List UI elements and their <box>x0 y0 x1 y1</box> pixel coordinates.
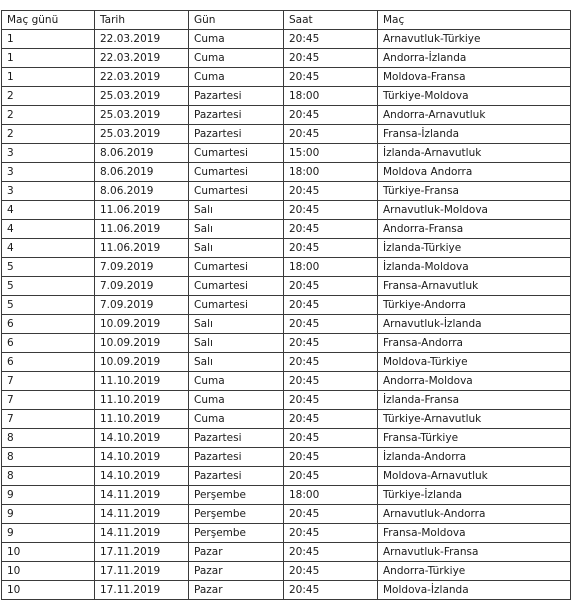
cell-time: 20:45 <box>284 277 378 296</box>
table-row <box>2 296 571 315</box>
cell-match: İzlanda-Arnavutluk <box>378 144 571 163</box>
cell-match: Fransa-İzlanda <box>378 125 571 144</box>
cell-date: 25.03.2019 <box>95 125 189 144</box>
cell-matchday: 6 <box>2 334 95 353</box>
cell-day: Pazartesi <box>189 467 284 486</box>
cell-matchday: 4 <box>2 201 95 220</box>
cell-day: Cumartesi <box>189 296 284 315</box>
cell-time: 20:45 <box>284 182 378 201</box>
header-day: Gün <box>189 11 284 30</box>
cell-date: 11.10.2019 <box>95 391 189 410</box>
table-row <box>2 448 571 467</box>
cell-time: 20:45 <box>284 543 378 562</box>
cell-match: Arnavutluk-Moldova <box>378 201 571 220</box>
cell-match: Arnavutluk-Andorra <box>378 505 571 524</box>
cell-matchday: 5 <box>2 277 95 296</box>
cell-date: 11.06.2019 <box>95 201 189 220</box>
cell-matchday: 1 <box>2 30 95 49</box>
cell-date: 11.06.2019 <box>95 220 189 239</box>
cell-day: Pazar <box>189 543 284 562</box>
cell-day: Cuma <box>189 30 284 49</box>
cell-match: Türkiye-Andorra <box>378 296 571 315</box>
cell-match: İzlanda-Moldova <box>378 258 571 277</box>
cell-match: Moldova-Fransa <box>378 68 571 87</box>
cell-time: 20:45 <box>284 220 378 239</box>
cell-time: 20:45 <box>284 581 378 600</box>
cell-match: Andorra-Türkiye <box>378 562 571 581</box>
header-date: Tarih <box>95 11 189 30</box>
cell-match: Andorra-Fransa <box>378 220 571 239</box>
cell-day: Cuma <box>189 391 284 410</box>
cell-match: Türkiye-Moldova <box>378 87 571 106</box>
cell-date: 14.11.2019 <box>95 505 189 524</box>
table-row <box>2 486 571 505</box>
cell-matchday: 2 <box>2 125 95 144</box>
cell-match: Moldova-Türkiye <box>378 353 571 372</box>
cell-day: Pazar <box>189 562 284 581</box>
cell-date: 8.06.2019 <box>95 144 189 163</box>
table-row <box>2 372 571 391</box>
cell-matchday: 10 <box>2 562 95 581</box>
table-header-row <box>2 11 571 30</box>
cell-date: 14.10.2019 <box>95 467 189 486</box>
cell-date: 17.11.2019 <box>95 581 189 600</box>
cell-matchday: 1 <box>2 68 95 87</box>
cell-day: Pazartesi <box>189 125 284 144</box>
cell-matchday: 2 <box>2 87 95 106</box>
cell-matchday: 8 <box>2 467 95 486</box>
table-row <box>2 163 571 182</box>
table-row <box>2 277 571 296</box>
cell-time: 20:45 <box>284 410 378 429</box>
cell-match: Arnavutluk-İzlanda <box>378 315 571 334</box>
table-row <box>2 125 571 144</box>
cell-time: 18:00 <box>284 87 378 106</box>
cell-match: Fransa-Türkiye <box>378 429 571 448</box>
cell-match: İzlanda-Fransa <box>378 391 571 410</box>
cell-time: 20:45 <box>284 562 378 581</box>
cell-date: 22.03.2019 <box>95 30 189 49</box>
cell-match: Andorra-Moldova <box>378 372 571 391</box>
table-row <box>2 505 571 524</box>
cell-time: 20:45 <box>284 106 378 125</box>
fixtures-table <box>1 10 571 600</box>
cell-time: 18:00 <box>284 163 378 182</box>
cell-match: Andorra-İzlanda <box>378 49 571 68</box>
table-row <box>2 410 571 429</box>
cell-day: Salı <box>189 239 284 258</box>
cell-date: 7.09.2019 <box>95 277 189 296</box>
cell-time: 20:45 <box>284 49 378 68</box>
cell-match: Fransa-Andorra <box>378 334 571 353</box>
table-row <box>2 543 571 562</box>
cell-matchday: 9 <box>2 524 95 543</box>
table-body <box>2 30 571 600</box>
cell-day: Cuma <box>189 68 284 87</box>
cell-day: Pazar <box>189 581 284 600</box>
cell-day: Cumartesi <box>189 163 284 182</box>
cell-date: 17.11.2019 <box>95 543 189 562</box>
cell-date: 14.11.2019 <box>95 486 189 505</box>
cell-matchday: 8 <box>2 448 95 467</box>
cell-time: 20:45 <box>284 353 378 372</box>
cell-time: 20:45 <box>284 201 378 220</box>
cell-date: 11.06.2019 <box>95 239 189 258</box>
cell-date: 10.09.2019 <box>95 334 189 353</box>
table-row <box>2 30 571 49</box>
table-row <box>2 467 571 486</box>
cell-day: Cumartesi <box>189 144 284 163</box>
cell-date: 22.03.2019 <box>95 49 189 68</box>
cell-match: Türkiye-İzlanda <box>378 486 571 505</box>
table-row <box>2 391 571 410</box>
cell-day: Salı <box>189 220 284 239</box>
cell-matchday: 7 <box>2 372 95 391</box>
cell-day: Perşembe <box>189 486 284 505</box>
cell-time: 20:45 <box>284 372 378 391</box>
cell-day: Salı <box>189 201 284 220</box>
cell-match: Fransa-Arnavutluk <box>378 277 571 296</box>
cell-match: Fransa-Moldova <box>378 524 571 543</box>
cell-day: Salı <box>189 353 284 372</box>
header-match: Maç <box>378 11 571 30</box>
table-row <box>2 220 571 239</box>
cell-match: Moldova-İzlanda <box>378 581 571 600</box>
cell-time: 20:45 <box>284 125 378 144</box>
table-row <box>2 239 571 258</box>
table-row <box>2 87 571 106</box>
cell-matchday: 9 <box>2 505 95 524</box>
cell-time: 20:45 <box>284 391 378 410</box>
cell-day: Cuma <box>189 49 284 68</box>
cell-time: 20:45 <box>284 30 378 49</box>
table-row <box>2 353 571 372</box>
table-row <box>2 334 571 353</box>
cell-match: Türkiye-Arnavutluk <box>378 410 571 429</box>
table-row <box>2 258 571 277</box>
cell-match: Moldova-Arnavutluk <box>378 467 571 486</box>
header-time: Saat <box>284 11 378 30</box>
cell-match: Moldova Andorra <box>378 163 571 182</box>
cell-day: Cumartesi <box>189 258 284 277</box>
cell-day: Cuma <box>189 410 284 429</box>
cell-time: 20:45 <box>284 334 378 353</box>
cell-matchday: 3 <box>2 144 95 163</box>
table-row <box>2 182 571 201</box>
cell-day: Cumartesi <box>189 277 284 296</box>
table-row <box>2 201 571 220</box>
cell-date: 25.03.2019 <box>95 106 189 125</box>
table-row <box>2 581 571 600</box>
cell-matchday: 3 <box>2 182 95 201</box>
cell-matchday: 10 <box>2 543 95 562</box>
cell-match: İzlanda-Türkiye <box>378 239 571 258</box>
cell-date: 11.10.2019 <box>95 372 189 391</box>
cell-date: 7.09.2019 <box>95 296 189 315</box>
cell-time: 20:45 <box>284 68 378 87</box>
table-row <box>2 144 571 163</box>
table-row <box>2 562 571 581</box>
cell-day: Perşembe <box>189 524 284 543</box>
cell-time: 20:45 <box>284 505 378 524</box>
cell-time: 20:45 <box>284 239 378 258</box>
cell-matchday: 4 <box>2 220 95 239</box>
cell-date: 10.09.2019 <box>95 315 189 334</box>
table-row <box>2 315 571 334</box>
cell-time: 20:45 <box>284 467 378 486</box>
cell-date: 7.09.2019 <box>95 258 189 277</box>
cell-date: 8.06.2019 <box>95 163 189 182</box>
cell-day: Cumartesi <box>189 182 284 201</box>
cell-match: Arnavutluk-Fransa <box>378 543 571 562</box>
cell-date: 14.11.2019 <box>95 524 189 543</box>
cell-matchday: 7 <box>2 391 95 410</box>
table-row <box>2 49 571 68</box>
cell-day: Salı <box>189 315 284 334</box>
cell-date: 10.09.2019 <box>95 353 189 372</box>
cell-day: Pazartesi <box>189 106 284 125</box>
cell-match: Türkiye-Fransa <box>378 182 571 201</box>
cell-time: 20:45 <box>284 296 378 315</box>
cell-date: 14.10.2019 <box>95 429 189 448</box>
cell-time: 20:45 <box>284 448 378 467</box>
cell-time: 20:45 <box>284 315 378 334</box>
cell-matchday: 5 <box>2 258 95 277</box>
cell-matchday: 4 <box>2 239 95 258</box>
cell-match: İzlanda-Andorra <box>378 448 571 467</box>
cell-matchday: 9 <box>2 486 95 505</box>
cell-date: 11.10.2019 <box>95 410 189 429</box>
table-row <box>2 106 571 125</box>
cell-date: 22.03.2019 <box>95 68 189 87</box>
cell-matchday: 8 <box>2 429 95 448</box>
cell-date: 14.10.2019 <box>95 448 189 467</box>
header-matchday: Maç günü <box>2 11 95 30</box>
cell-time: 18:00 <box>284 258 378 277</box>
table-row <box>2 524 571 543</box>
cell-matchday: 6 <box>2 353 95 372</box>
cell-matchday: 10 <box>2 581 95 600</box>
cell-day: Salı <box>189 334 284 353</box>
cell-time: 20:45 <box>284 524 378 543</box>
cell-day: Pazartesi <box>189 429 284 448</box>
cell-matchday: 5 <box>2 296 95 315</box>
cell-date: 25.03.2019 <box>95 87 189 106</box>
cell-match: Arnavutluk-Türkiye <box>378 30 571 49</box>
table-row <box>2 68 571 87</box>
cell-matchday: 1 <box>2 49 95 68</box>
cell-day: Pazartesi <box>189 448 284 467</box>
cell-date: 17.11.2019 <box>95 562 189 581</box>
cell-day: Cuma <box>189 372 284 391</box>
cell-matchday: 2 <box>2 106 95 125</box>
cell-day: Pazartesi <box>189 87 284 106</box>
cell-match: Andorra-Arnavutluk <box>378 106 571 125</box>
cell-time: 18:00 <box>284 486 378 505</box>
cell-time: 20:45 <box>284 429 378 448</box>
cell-matchday: 6 <box>2 315 95 334</box>
table-row <box>2 429 571 448</box>
cell-date: 8.06.2019 <box>95 182 189 201</box>
cell-matchday: 3 <box>2 163 95 182</box>
cell-day: Perşembe <box>189 505 284 524</box>
cell-time: 15:00 <box>284 144 378 163</box>
cell-matchday: 7 <box>2 410 95 429</box>
